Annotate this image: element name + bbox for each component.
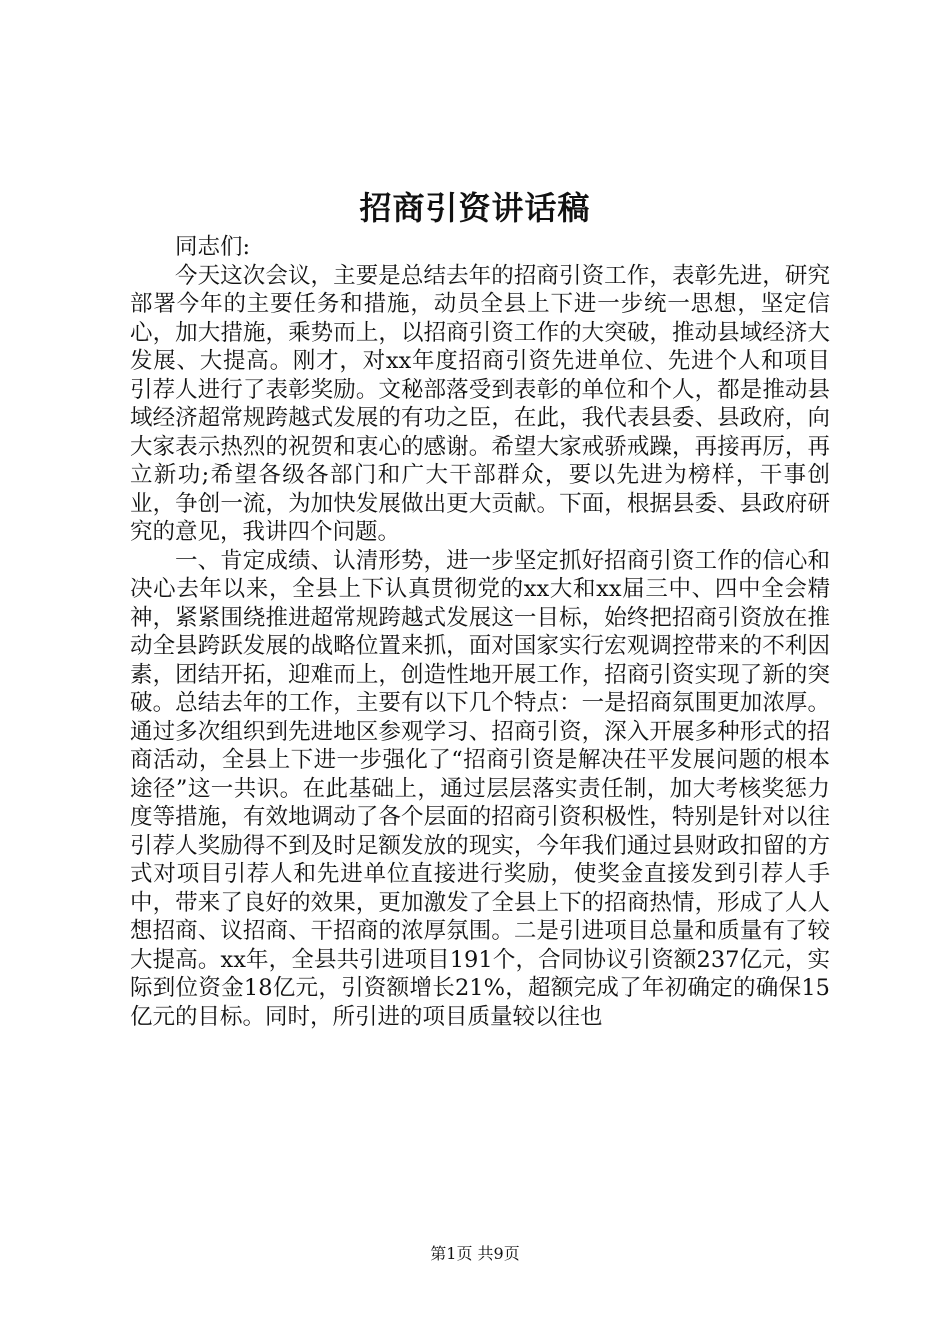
document-title: 招商引资讲话稿: [359, 189, 591, 227]
page-footer: 第1页 共9页: [430, 1244, 520, 1263]
salutation: 同志们:: [175, 234, 251, 260]
paragraph-section-one: 一、肯定成绩、认清形势，进一步坚定抓好招商引资工作的信心和决心去年以来，全县上下认真贯彻党的xx大和xx届三中、四中全会精神，紧紧围绕推进超常规跨越式发展这一目标，始终把招商引资放在推动全县跨跃发展的战略位置来抓，面对国家实行宏观调控带来的不利因素，团结开拓，迎难而上，创造性地开展工作，招商引资实现了新的突破。总结去年的工作，主要有以下几个特点：一是招商氛围更加浓厚。通过多次组织到先进地区参观学习、招商引资，深入开展多种形式的招商活动，全县上下进一步强化了“招商引资是解决茌平发展问题的根本途径”这一共识。在此基础上，通过层层落实责任制，加大考核奖惩力度等措施，有效地调动了各个层面的招商引资积极性，特别是针对以往引荐人奖励得不到及时足额发放的现实，今年我们通过县财政扣留的方式对项目引荐人和先进单位直接进行奖励，使奖金直接发到引荐人手中，带来了良好的效果，更加激发了全县上下的招商热情，形成了人人想招商、议招商、干招商的浓厚氛围。二是引进项目总量和质量有了较大提高。xx年，全县共引进项目191个，合同协议引资额237亿元，实际到位资金18亿元，引资额增长21%，超额完成了年初确定的确保15亿元的目标。同时，所引进的项目质量较以往也: [130, 547, 830, 1030]
paragraph-opening: 今天这次会议，主要是总结去年的招商引资工作，表彰先进，研究部署今年的主要任务和措施，动员全县上下进一步统一思想，坚定信心，加大措施，乘势而上，以招商引资工作的大突破，推动县域经济大发展、大提高。刚才，对xx年度招商引资先进单位、先进个人和项目引荐人进行了表彰奖励。文秘部落受到表彰的单位和个人，都是推动县域经济超常规跨越式发展的有功之臣，在此，我代表县委、县政府，向大家表示热烈的祝贺和衷心的感谢。希望大家戒骄戒躁，再接再厉，再立新功;希望各级各部门和广大干部群众，要以先进为榜样，干事创业，争创一流，为加快发展做出更大贡献。下面，根据县委、县政府研究的意见，我讲四个问题。: [130, 262, 830, 545]
document-body: [130, 233, 830, 1031]
